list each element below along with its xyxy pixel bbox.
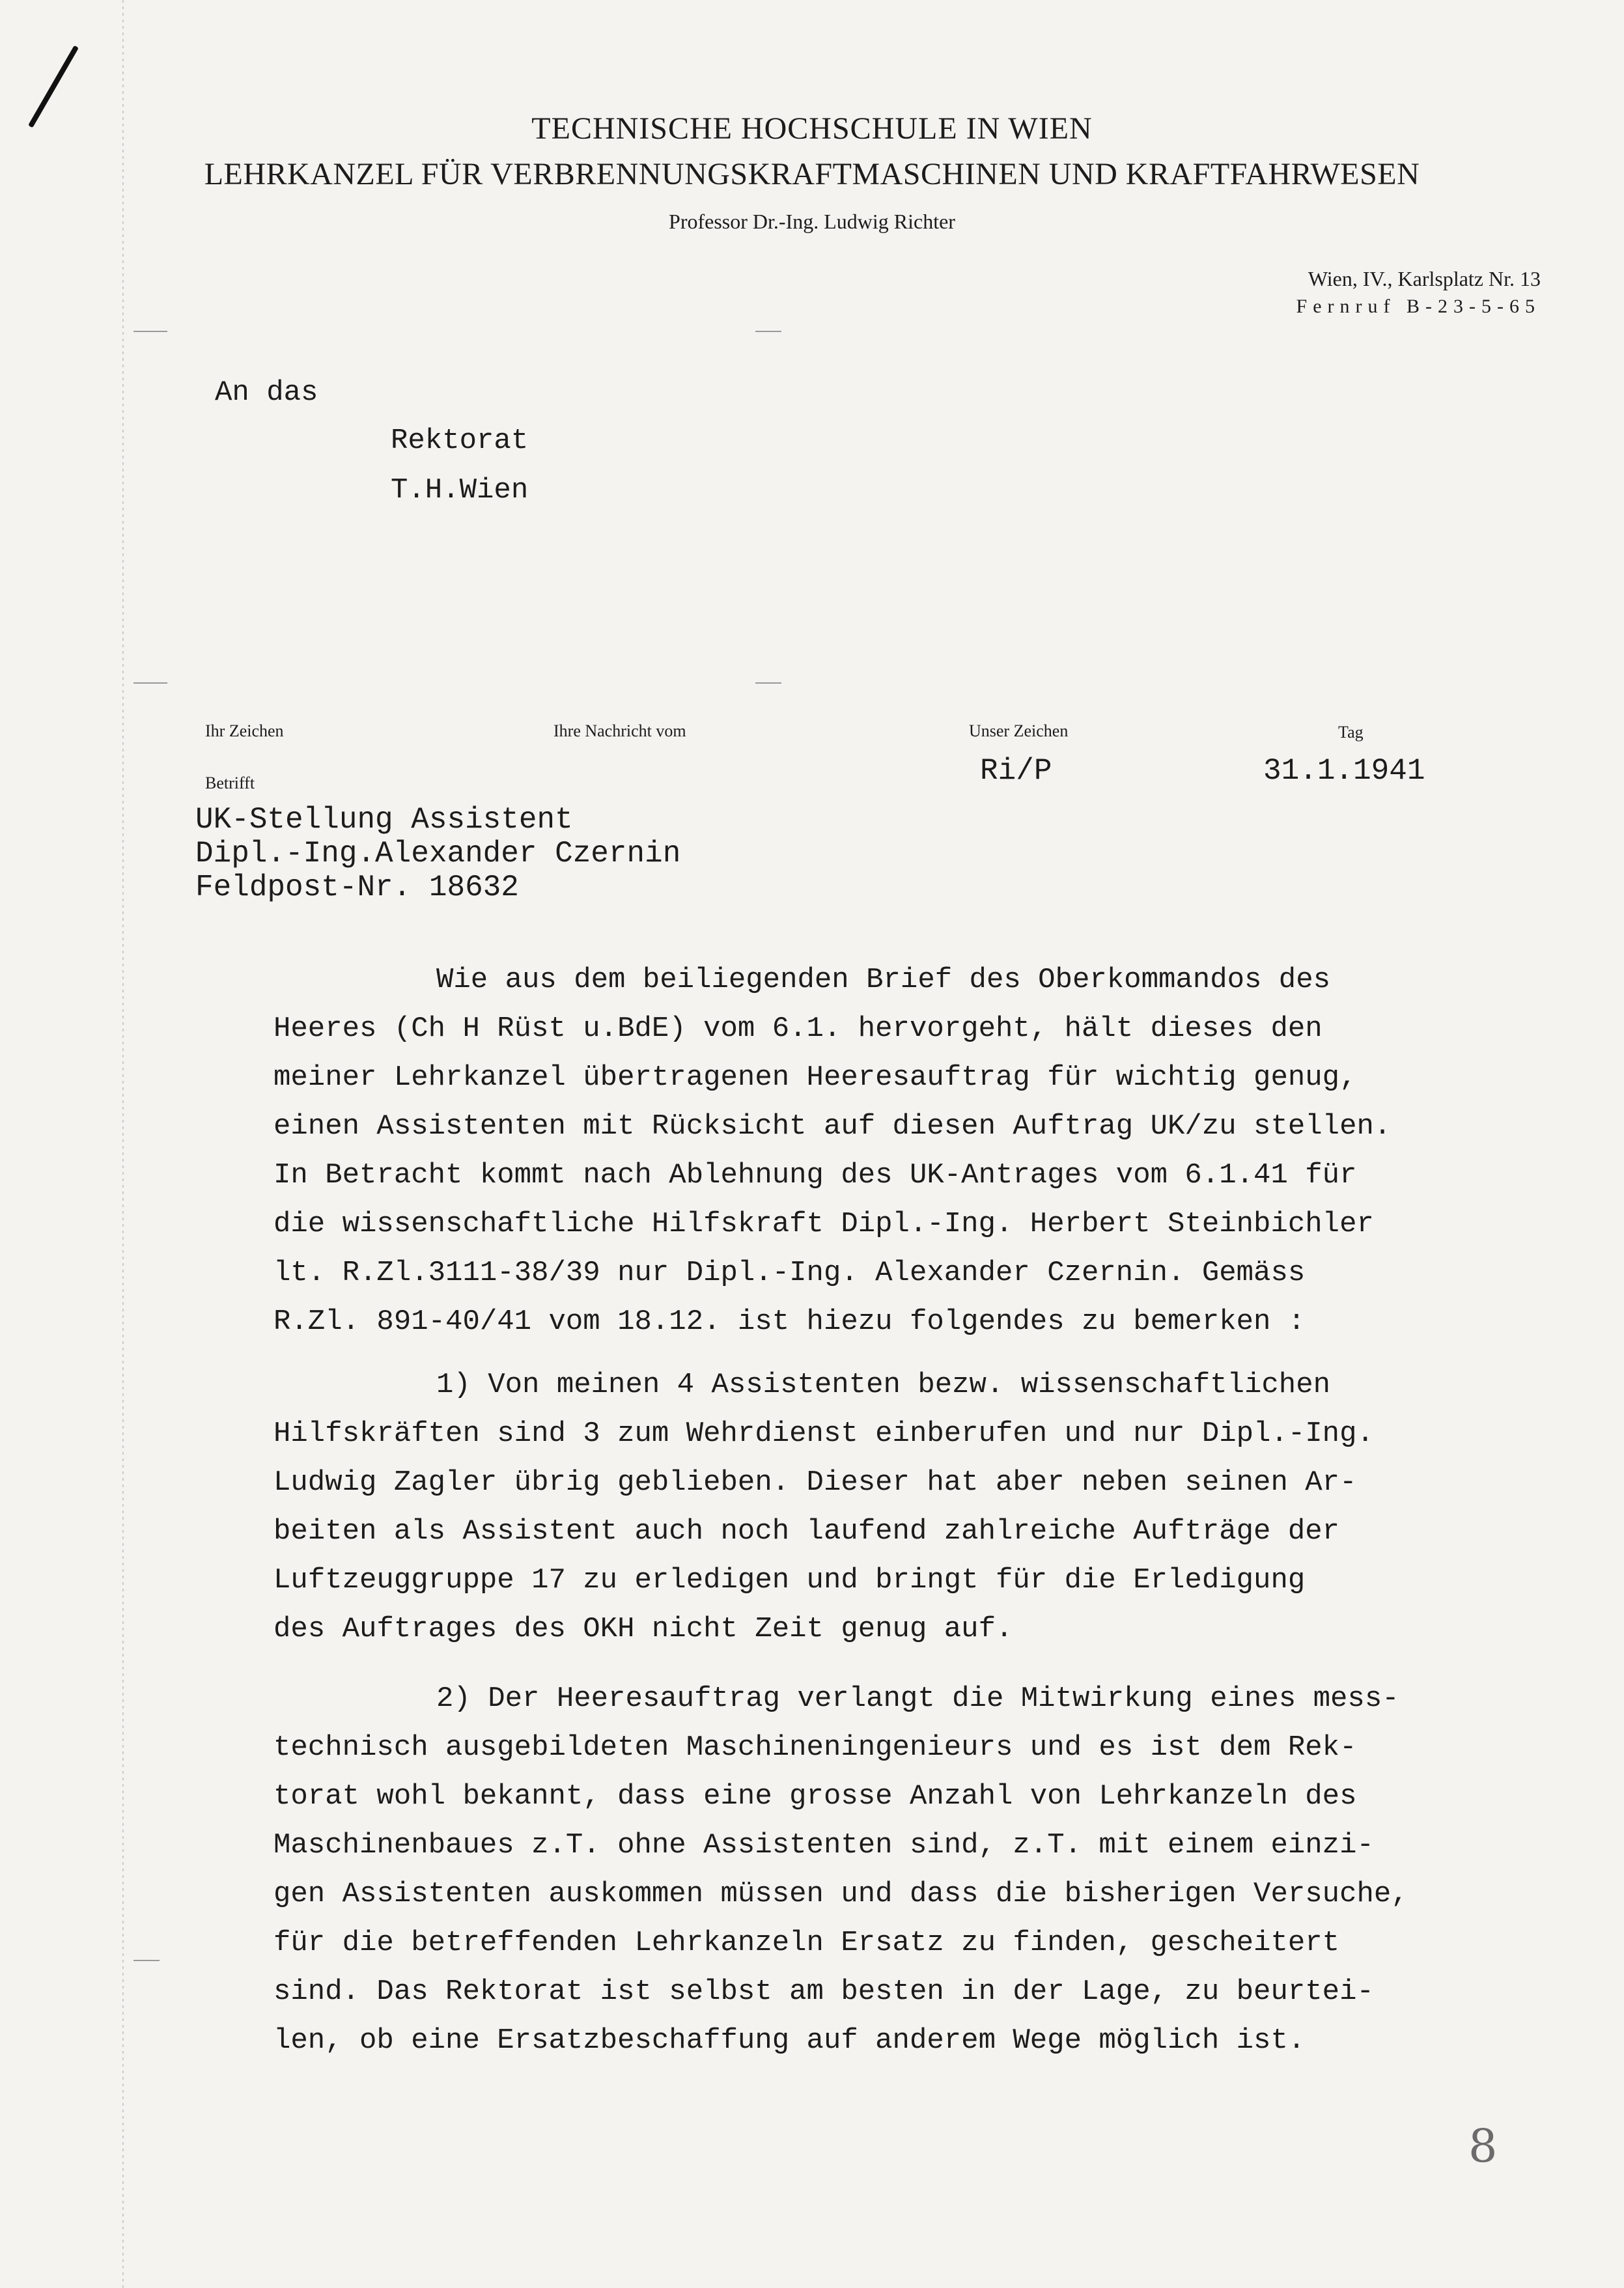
body-line: technisch ausgebildeten Maschineningenieurs und es ist dem Rek- [273,1731,1357,1764]
body-line: Hilfskräften sind 3 zum Wehrdienst einberufen und nur Dipl.-Ing. [273,1417,1374,1450]
unser-zeichen-label: Unser Zeichen [969,721,1069,740]
date-value: 31.1.1941 [1263,754,1425,788]
fold-mark [133,682,167,684]
body-line: die wissenschaftliche Hilfskraft Dipl.-Ing. Herbert Steinbichler [273,1208,1374,1240]
body-line: für die betreffenden Lehrkanzeln Ersatz zu finden, gescheitert [273,1927,1340,1959]
body-line: gen Assistenten auskommen müssen und dass die bisherigen Versuche, [273,1878,1408,1910]
body-line: Wie aus dem beiliegenden Brief des Oberkommandos des [436,964,1331,996]
margin-fold-line [122,0,124,2288]
body-line: Luftzeuggruppe 17 zu erledigen und bringt für die Erledigung [273,1564,1306,1597]
body-line: 1) Von meinen 4 Assistenten bezw. wissenschaftlichen [436,1369,1331,1401]
ihr-zeichen-label: Ihr Zeichen [205,721,284,740]
letterhead-phone: Fernruf B-23-5-65 [1296,296,1541,317]
ihre-nachricht-label: Ihre Nachricht vom [553,721,686,740]
subject-line1: UK-Stellung Assistent [195,803,573,837]
fold-mark [133,331,167,332]
recipient-line1: Rektorat [391,425,529,457]
letterhead-institution: TECHNISCHE HOCHSCHULE IN WIEN [531,111,1093,146]
body-line: Maschinenbaues z.T. ohne Assistenten sind, z.T. mit einem einzi- [273,1829,1374,1862]
body-line: beiten als Assistent auch noch laufend zahlreiche Aufträge der [273,1515,1340,1548]
body-line: R.Zl. 891-40/41 vom 18.12. ist hiezu folgendes zu bemerken : [273,1305,1306,1338]
betrifft-label: Betrifft [205,774,255,792]
fold-mark [133,1960,160,1961]
body-line: des Auftrages des OKH nicht Zeit genug auf. [273,1613,1013,1645]
body-line: len, ob eine Ersatzbeschaffung auf anderem Wege möglich ist. [273,2024,1306,2057]
body-paragraph-2 [273,1361,1550,1654]
body-line: 2) Der Heeresauftrag verlangt die Mitwirkung eines mess- [436,1682,1399,1715]
body-line: In Betracht kommt nach Ablehnung des UK-Antrages vom 6.1.41 für [273,1159,1357,1192]
fold-mark [755,331,781,332]
body-line: meiner Lehrkanzel übertragenen Heeresauftrag für wichtig genug, [273,1061,1357,1094]
fold-mark [755,682,781,684]
tag-label: Tag [1338,723,1364,742]
subject-line2: Dipl.-Ing.Alexander Czernin [195,837,681,871]
letterhead-department: LEHRKANZEL FÜR VERBRENNUNGSKRAFTMASCHINEN UND KRAFTFAHRWESEN [204,157,1420,191]
body-line: einen Assistenten mit Rücksicht auf diesen Auftrag UK/zu stellen. [273,1110,1392,1143]
body-line: lt. R.Zl.3111-38/39 nur Dipl.-Ing. Alexander Czernin. Gemäss [273,1257,1306,1289]
handwritten-page-number: 8 [1468,2119,1498,2173]
letterhead-address: Wien, IV., Karlsplatz Nr. 13 [1308,267,1541,290]
unser-zeichen-value: Ri/P [980,754,1052,788]
body-paragraph-3 [273,1675,1550,2065]
body-line: Heeres (Ch H Rüst u.BdE) vom 6.1. hervorgeht, hält dieses den [273,1012,1323,1045]
recipient-line2: T.H.Wien [391,474,529,507]
letterhead-professor: Professor Dr.-Ing. Ludwig Richter [669,210,955,233]
body-line: Ludwig Zagler übrig geblieben. Dieser hat aber neben seinen Ar- [273,1466,1357,1499]
subject-line3: Feldpost-Nr. 18632 [195,871,519,904]
recipient-salutation: An das [215,376,318,409]
body-line: torat wohl bekannt, dass eine grosse Anzahl von Lehrkanzeln des [273,1780,1357,1813]
body-paragraph-1 [273,956,1550,1346]
body-line: sind. Das Rektorat ist selbst am besten in der Lage, zu beurtei- [273,1975,1374,2008]
